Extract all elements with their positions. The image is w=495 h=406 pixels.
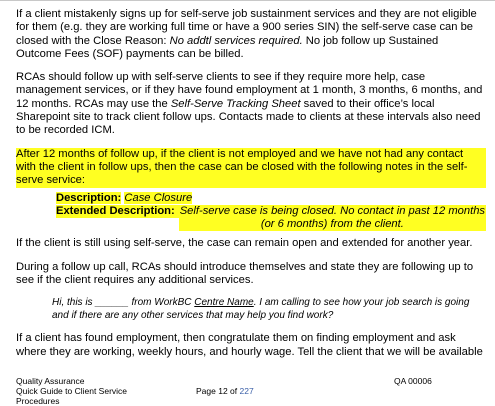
paragraph-still-using: If the client is still using self-serve, the case can remain open and extended for another year. [16, 237, 473, 250]
extended-description-label: Extended Description: [56, 205, 179, 218]
document-page [16, 8, 486, 369]
extended-description-line [56, 205, 486, 232]
close-reason-text: No addtl services required. [169, 34, 303, 47]
centre-name-placeholder: Centre Name [194, 297, 254, 309]
description-value: Case Closure [124, 191, 193, 204]
footer-doc-code: QA 00006 [394, 376, 432, 386]
paragraph-mistaken-signup: If a client mistakenly signs up for self-serve job sustainment services and they are not eligible for them (e.g. they are working full time or have a 900 series SIN) the self-serve case can be closed with the Close Reason: No addtl services required. No job follow up Sustained Outcome Fees (SOF) payments can be billed. [16, 8, 477, 60]
footer-guide-title: Quick Guide to Client Service Procedures [16, 386, 128, 406]
paragraph-case-closure-highlighted: After 12 months of follow up, if the client is not employed and we have not had any contact with the client in follow ups, then the case can be closed with the following notes in the self-serve service: [16, 148, 486, 188]
paragraph-follow-up-call: During a follow up call, RCAs should introduce themselves and state they are following up to see if the client requires any additional services. [16, 260, 474, 287]
page-footer [16, 376, 486, 406]
closure-notes [56, 192, 486, 232]
extended-description-value: Self-serve case is being closed. No contact in past 12 months (or 6 months) from the client. [179, 204, 486, 231]
tracking-sheet-name: Self-Serve Tracking Sheet [170, 97, 301, 110]
footer-page-number: Page 12 of 227 [196, 386, 254, 396]
paragraph-found-employment: If a client has found employment, then congratulate them on finding employment and ask where they are working, weekly hours, and hourly wage. Tell the client that we will be available [16, 332, 483, 358]
total-pages-link[interactable]: 227 [239, 386, 254, 396]
call-script: Hi, this is ______ from WorkBC Centre Name. I am calling to see how your job search is going and if there are any other services that may help you find work? [52, 297, 470, 321]
top-border [0, 0, 495, 1]
paragraph-follow-up: RCAs should follow up with self-serve clients to see if they require more help, case management services, or if they have found employment at 1 month, 3 months, 6 months, and 12 months. RCAs may use the Self-Serve Tracking Sheet saved to their office’s local Sharepoint site to track client follow ups. Contacts made to clients at these intervals also need to be recorded ICM. [16, 71, 483, 137]
footer-department: Quality Assurance [16, 376, 85, 386]
description-line [56, 192, 486, 205]
description-label: Description: [56, 191, 122, 204]
